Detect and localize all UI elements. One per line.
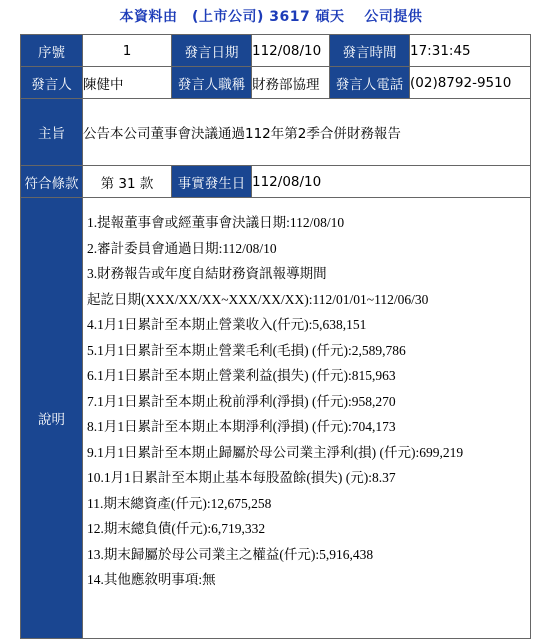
speaker-phone-value: (02)8792-9510 bbox=[410, 67, 531, 99]
event-date-label: 事實發生日 bbox=[172, 166, 252, 198]
announce-time-label: 發言時間 bbox=[330, 35, 410, 67]
page-header-title: 本資料由 (上市公司) 3617 碩天 公司提供 bbox=[119, 9, 423, 25]
announce-date-value: 112/08/10 bbox=[252, 35, 330, 67]
description-line: 7.1月1日累計至本期止稅前淨利(淨損) (仟元):958,270 bbox=[87, 393, 396, 409]
speaker-label: 發言人 bbox=[21, 67, 83, 99]
description-line: 起訖日期(XXX/XX/XX~XXX/XX/XX):112/01/01~112/06/30 bbox=[87, 291, 429, 307]
clause-value: 第 31 款 bbox=[83, 166, 172, 198]
announce-date-label: 發言日期 bbox=[172, 35, 252, 67]
row-speaker bbox=[21, 67, 531, 99]
event-date-value: 112/08/10 bbox=[252, 166, 531, 198]
description-line: 2.審計委員會通過日期:112/08/10 bbox=[87, 240, 277, 256]
speaker-title-label: 發言人職稱 bbox=[172, 67, 252, 99]
speaker-phone-label: 發言人電話 bbox=[330, 67, 410, 99]
description-line: 10.1月1日累計至本期止基本每股盈餘(損失) (元):8.37 bbox=[87, 470, 396, 485]
announcement-table bbox=[20, 34, 531, 639]
speaker-title-value: 財務部協理 bbox=[252, 67, 330, 99]
description-line: 1.提報董事會或經董事會決議日期:112/08/10 bbox=[87, 215, 345, 230]
seq-value: 1 bbox=[83, 35, 172, 67]
seq-label: 序號 bbox=[21, 35, 83, 67]
description-line: 8.1月1日累計至本期止本期淨利(淨損) (仟元):704,173 bbox=[87, 419, 396, 434]
description-body bbox=[83, 198, 531, 639]
description-line: 4.1月1日累計至本期止營業收入(仟元):5,638,151 bbox=[87, 317, 367, 332]
row-clause bbox=[21, 166, 531, 198]
description-line: 11.期末總資產(仟元):12,675,258 bbox=[87, 495, 272, 511]
speaker-value: 陳健中 bbox=[83, 67, 172, 99]
subject-label: 主旨 bbox=[21, 99, 83, 166]
subject-value: 公告本公司董事會決議通過112年第2季合併財務報告 bbox=[83, 99, 531, 166]
description-line: 9.1月1日累計至本期止歸屬於母公司業主淨利(損) (仟元):699,219 bbox=[87, 444, 464, 460]
row-sequence-date-time bbox=[21, 35, 531, 67]
description-line: 14.其他應敘明事項:無 bbox=[87, 572, 216, 587]
description-line: 13.期末歸屬於母公司業主之權益(仟元):5,916,438 bbox=[87, 546, 374, 562]
clause-label: 符合條款 bbox=[21, 166, 83, 198]
description-line: 12.期末總負債(仟元):6,719,332 bbox=[87, 521, 266, 536]
description-line: 6.1月1日累計至本期止營業利益(損失) (仟元):815,963 bbox=[87, 368, 396, 383]
description-line: 3.財務報告或年度自結財務資訊報導期間 bbox=[87, 266, 327, 281]
announce-time-value: 17:31:45 bbox=[410, 35, 531, 67]
row-description bbox=[21, 198, 531, 639]
description-label: 說明 bbox=[21, 198, 83, 639]
description-line: 5.1月1日累計至本期止營業毛利(毛損) (仟元):2,589,786 bbox=[87, 342, 406, 358]
row-subject bbox=[21, 99, 531, 166]
